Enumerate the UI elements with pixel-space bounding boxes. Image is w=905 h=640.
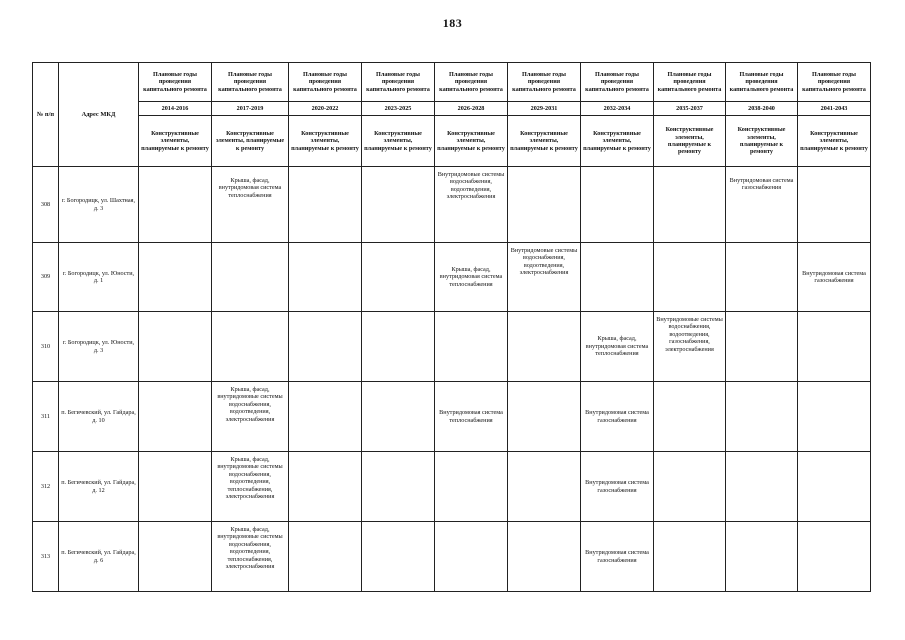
repair-cell: Внутридомовая система газоснабжения bbox=[581, 382, 654, 452]
table-row bbox=[33, 243, 871, 312]
repair-cell bbox=[362, 522, 435, 592]
repair-cell bbox=[289, 382, 362, 452]
repair-cell: Внутридомовые системы водоснабжения, водоотведения, электроснабжения bbox=[508, 243, 581, 312]
repair-cell: Крыша, фасад, внутридомовые системы водоснабжения, водоотведения, теплоснабжения, электроснабжения bbox=[212, 452, 289, 522]
period-header: 2041-2043 bbox=[798, 102, 871, 116]
elements-header: Конструктивные элементы, планируемые к ремонту bbox=[289, 116, 362, 167]
elements-header: Конструктивные элементы, планируемые к ремонту bbox=[139, 116, 212, 167]
period-group-header: Плановые годы проведения капитального ремонта bbox=[508, 63, 581, 102]
row-number: 308 bbox=[33, 167, 59, 243]
row-address: г. Богородицк, ул. Юности, д. 3 bbox=[59, 312, 139, 382]
row-number: 309 bbox=[33, 243, 59, 312]
period-group-header: Плановые годы проведения капитального ремонта bbox=[289, 63, 362, 102]
repair-cell bbox=[726, 452, 798, 522]
repair-cell bbox=[139, 312, 212, 382]
repair-cell bbox=[289, 452, 362, 522]
repair-cell: Внутридомовые системы водоснабжения, водоотведения, электроснабжения bbox=[435, 167, 508, 243]
repair-cell bbox=[508, 452, 581, 522]
elements-header: Конструктивные элементы, планируемые к ремонту bbox=[508, 116, 581, 167]
period-group-header: Плановые годы проведения капитального ремонта bbox=[798, 63, 871, 102]
repair-cell bbox=[654, 522, 726, 592]
repair-cell: Внутридомовая система газоснабжения bbox=[581, 522, 654, 592]
period-header: 2038-2040 bbox=[726, 102, 798, 116]
repair-cell: Крыша, фасад, внутридомовая система теплоснабжения bbox=[435, 243, 508, 312]
repair-cell: Крыша, фасад, внутридомовая система теплоснабжения bbox=[581, 312, 654, 382]
repair-cell bbox=[654, 452, 726, 522]
header-row-periods bbox=[33, 102, 871, 116]
row-address: п. Бегичевский, ул. Гайдара, д. 12 bbox=[59, 452, 139, 522]
period-group-header: Плановые годы проведения капитального ремонта bbox=[726, 63, 798, 102]
period-group-header: Плановые годы проведения капитального ремонта bbox=[139, 63, 212, 102]
repair-cell: Внутридомовая система теплоснабжения bbox=[435, 382, 508, 452]
repair-cell bbox=[289, 167, 362, 243]
repair-cell bbox=[726, 312, 798, 382]
elements-header: Конструктивные элементы, планируемые к ремонту bbox=[212, 116, 289, 167]
repair-cell bbox=[798, 167, 871, 243]
period-group-header: Плановые годы проведения капитального ремонта bbox=[654, 63, 726, 102]
repair-cell: Внутридомовая система газоснабжения bbox=[798, 243, 871, 312]
repair-cell: Крыша, фасад, внутридомовые системы водоснабжения, водоотведения, теплоснабжения, электроснабжения bbox=[212, 522, 289, 592]
repair-cell bbox=[508, 312, 581, 382]
repair-cell bbox=[139, 522, 212, 592]
repair-cell bbox=[654, 382, 726, 452]
repair-cell bbox=[726, 382, 798, 452]
period-header: 2032-2034 bbox=[581, 102, 654, 116]
row-number: 312 bbox=[33, 452, 59, 522]
repair-cell bbox=[362, 243, 435, 312]
elements-header: Конструктивные элементы, планируемые к ремонту bbox=[726, 116, 798, 167]
elements-header: Конструктивные элементы, планируемые к ремонту bbox=[435, 116, 508, 167]
repair-cell bbox=[362, 167, 435, 243]
repair-cell bbox=[798, 382, 871, 452]
repair-cell bbox=[435, 452, 508, 522]
elements-header: Конструктивные элементы, планируемые к ремонту bbox=[798, 116, 871, 167]
repair-cell bbox=[508, 167, 581, 243]
repair-cell bbox=[139, 452, 212, 522]
row-number: 310 bbox=[33, 312, 59, 382]
period-header: 2014-2016 bbox=[139, 102, 212, 116]
table-row bbox=[33, 312, 871, 382]
period-group-header: Плановые годы проведения капитального ремонта bbox=[581, 63, 654, 102]
period-header: 2017-2019 bbox=[212, 102, 289, 116]
repair-cell bbox=[581, 243, 654, 312]
repair-cell bbox=[362, 382, 435, 452]
repair-cell bbox=[289, 522, 362, 592]
repair-cell bbox=[726, 243, 798, 312]
repair-cell bbox=[139, 382, 212, 452]
repair-cell: Внутридомовая система газоснабжения bbox=[726, 167, 798, 243]
repair-cell: Крыша, фасад, внутридомовые системы водоснабжения, водоотведения, электроснабжения bbox=[212, 382, 289, 452]
repair-cell: Внутридомовые системы водоснабжения, водоотведения, газоснабжения, электроснабжения bbox=[654, 312, 726, 382]
column-header-number: № п/п bbox=[33, 63, 59, 167]
table-row bbox=[33, 452, 871, 522]
repair-cell bbox=[654, 167, 726, 243]
period-header: 2029-2031 bbox=[508, 102, 581, 116]
period-header: 2020-2022 bbox=[289, 102, 362, 116]
row-number: 313 bbox=[33, 522, 59, 592]
period-group-header: Плановые годы проведения капитального ремонта bbox=[435, 63, 508, 102]
repair-cell bbox=[289, 243, 362, 312]
repair-cell bbox=[726, 522, 798, 592]
repair-cell: Крыша, фасад, внутридомовая система теплоснабжения bbox=[212, 167, 289, 243]
repair-cell bbox=[798, 452, 871, 522]
repair-cell bbox=[435, 522, 508, 592]
row-address: п. Бегичевский, ул. Гайдара, д. 10 bbox=[59, 382, 139, 452]
repair-cell bbox=[508, 522, 581, 592]
repair-cell bbox=[435, 312, 508, 382]
repair-cell: Внутридомовая система газоснабжения bbox=[581, 452, 654, 522]
elements-header: Конструктивные элементы, планируемые к ремонту bbox=[654, 116, 726, 167]
repair-cell bbox=[139, 167, 212, 243]
table-row bbox=[33, 522, 871, 592]
repair-cell bbox=[581, 167, 654, 243]
page-number: 183 bbox=[442, 16, 463, 30]
repair-cell bbox=[508, 382, 581, 452]
row-address: г. Богородицк, ул. Юности, д. 1 bbox=[59, 243, 139, 312]
elements-header: Конструктивные элементы, планируемые к ремонту bbox=[581, 116, 654, 167]
row-address: п. Бегичевский, ул. Гайдара, д. 6 bbox=[59, 522, 139, 592]
header-row-elements bbox=[33, 116, 871, 167]
period-header: 2026-2028 bbox=[435, 102, 508, 116]
repair-cell bbox=[362, 312, 435, 382]
period-header: 2023-2025 bbox=[362, 102, 435, 116]
capital-repair-plan-table bbox=[32, 62, 871, 592]
repair-cell bbox=[654, 243, 726, 312]
repair-cell bbox=[212, 243, 289, 312]
repair-cell bbox=[289, 312, 362, 382]
repair-cell bbox=[212, 312, 289, 382]
row-address: г. Богородицк, ул. Шахтная, д. 3 bbox=[59, 167, 139, 243]
table-row bbox=[33, 382, 871, 452]
elements-header: Конструктивные элементы, планируемые к ремонту bbox=[362, 116, 435, 167]
period-group-header: Плановые годы проведения капитального ремонта bbox=[362, 63, 435, 102]
row-number: 311 bbox=[33, 382, 59, 452]
repair-cell bbox=[798, 312, 871, 382]
repair-cell bbox=[798, 522, 871, 592]
period-group-header: Плановые годы проведения капитального ремонта bbox=[212, 63, 289, 102]
header-row-groups bbox=[33, 63, 871, 102]
repair-cell bbox=[139, 243, 212, 312]
period-header: 2035-2037 bbox=[654, 102, 726, 116]
repair-cell bbox=[362, 452, 435, 522]
column-header-address: Адрес МКД bbox=[59, 63, 139, 167]
table-row bbox=[33, 167, 871, 243]
